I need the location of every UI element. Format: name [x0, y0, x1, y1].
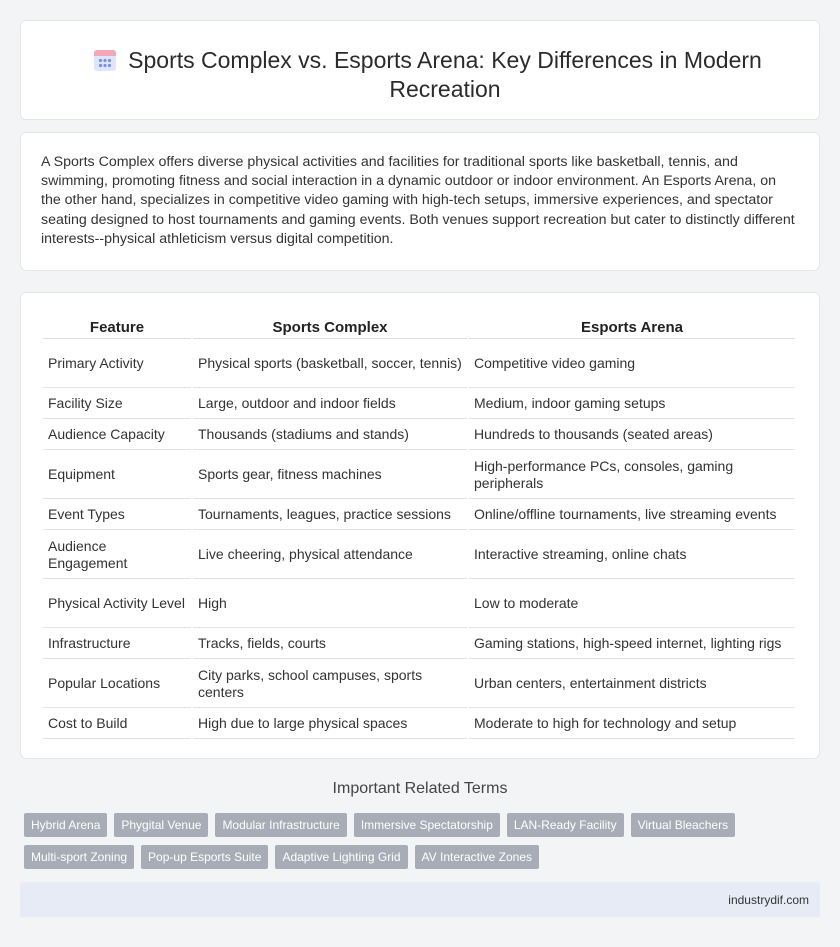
- cell-esports-arena: Urban centers, entertainment districts: [469, 661, 795, 708]
- tag-pop-up-esports-suite[interactable]: Pop-up Esports Suite: [141, 845, 268, 869]
- cell-feature: Popular Locations: [43, 661, 191, 708]
- table-row: [43, 630, 795, 659]
- tag-lan-ready-facility[interactable]: LAN-Ready Facility: [507, 813, 624, 837]
- cell-feature: Physical Activity Level: [43, 581, 191, 628]
- footer: [20, 882, 820, 917]
- header-sports-complex: Sports Complex: [193, 315, 467, 339]
- related-terms-tags: [24, 813, 814, 877]
- comparison-table-card: [20, 292, 820, 759]
- tag-phygital-venue[interactable]: Phygital Venue: [114, 813, 208, 837]
- tag-modular-infrastructure[interactable]: Modular Infrastructure: [215, 813, 346, 837]
- table-row: [43, 710, 795, 739]
- cell-sports-complex: Large, outdoor and indoor fields: [193, 390, 467, 419]
- cell-feature: Primary Activity: [43, 341, 191, 388]
- header-esports-arena: Esports Arena: [469, 315, 795, 339]
- cell-feature: Audience Engagement: [43, 532, 191, 579]
- cell-esports-arena: Hundreds to thousands (seated areas): [469, 421, 795, 450]
- cell-sports-complex: Tournaments, leagues, practice sessions: [193, 501, 467, 530]
- cell-sports-complex: Tracks, fields, courts: [193, 630, 467, 659]
- cell-sports-complex: High: [193, 581, 467, 628]
- table-row: [43, 581, 795, 628]
- tag-adaptive-lighting-grid[interactable]: Adaptive Lighting Grid: [275, 845, 407, 869]
- intro-paragraph: A Sports Complex offers diverse physical activities and facilities for traditional sports like basketball, tennis, and swimming, promoting fitness and social interaction in a dynamic outdoor or indoor environment. An Esports Arena, on the other hand, specializes in competitive video gaming with high-tech setups, immersive experiences, and spectator seating designed to host tournaments and gaming events. Both venues support recreation but cater to distinctly different interests--physical athleticism versus digital competition.: [41, 154, 795, 247]
- cell-sports-complex: Sports gear, fitness machines: [193, 452, 467, 499]
- cell-sports-complex: City parks, school campuses, sports centers: [193, 661, 467, 708]
- tag-row: [24, 845, 814, 869]
- cell-esports-arena: Low to moderate: [469, 581, 795, 628]
- title-card: [20, 20, 820, 120]
- tag-virtual-bleachers[interactable]: Virtual Bleachers: [631, 813, 736, 837]
- cell-sports-complex: High due to large physical spaces: [193, 710, 467, 739]
- cell-feature: Equipment: [43, 452, 191, 499]
- table-row: [43, 421, 795, 450]
- cell-sports-complex: Live cheering, physical attendance: [193, 532, 467, 579]
- cell-esports-arena: Online/offline tournaments, live streaming events: [469, 501, 795, 530]
- table-row: [43, 501, 795, 530]
- cell-sports-complex: Thousands (stadiums and stands): [193, 421, 467, 450]
- table-row: [43, 532, 795, 579]
- tag-hybrid-arena[interactable]: Hybrid Arena: [24, 813, 107, 837]
- cell-esports-arena: High-performance PCs, consoles, gaming peripherals: [469, 452, 795, 499]
- header-feature: Feature: [43, 315, 191, 339]
- table-row: [43, 661, 795, 708]
- intro-card: [20, 132, 820, 271]
- cell-esports-arena: Medium, indoor gaming setups: [469, 390, 795, 419]
- table-row: [43, 390, 795, 419]
- tag-row: [24, 813, 814, 837]
- page-title: Sports Complex vs. Esports Arena: Key Differences in Modern Recreation: [128, 47, 762, 102]
- cell-esports-arena: Interactive streaming, online chats: [469, 532, 795, 579]
- cell-esports-arena: Gaming stations, high-speed internet, lighting rigs: [469, 630, 795, 659]
- cell-feature: Audience Capacity: [43, 421, 191, 450]
- cell-sports-complex: Physical sports (basketball, soccer, tennis): [193, 341, 467, 388]
- table-row: [43, 452, 795, 499]
- tag-multi-sport-zoning[interactable]: Multi-sport Zoning: [24, 845, 134, 869]
- cell-feature: Infrastructure: [43, 630, 191, 659]
- cell-feature: Cost to Build: [43, 710, 191, 739]
- cell-feature: Event Types: [43, 501, 191, 530]
- footer-site-link[interactable]: industrydif.com: [728, 893, 809, 907]
- related-terms-title: Important Related Terms: [332, 780, 508, 797]
- cell-esports-arena: Moderate to high for technology and setup: [469, 710, 795, 739]
- tag-av-interactive-zones[interactable]: AV Interactive Zones: [415, 845, 540, 869]
- cell-feature: Facility Size: [43, 390, 191, 419]
- cell-esports-arena: Competitive video gaming: [469, 341, 795, 388]
- tag-immersive-spectatorship[interactable]: Immersive Spectatorship: [354, 813, 500, 837]
- table-row: [43, 341, 795, 388]
- comparison-table: [41, 313, 797, 741]
